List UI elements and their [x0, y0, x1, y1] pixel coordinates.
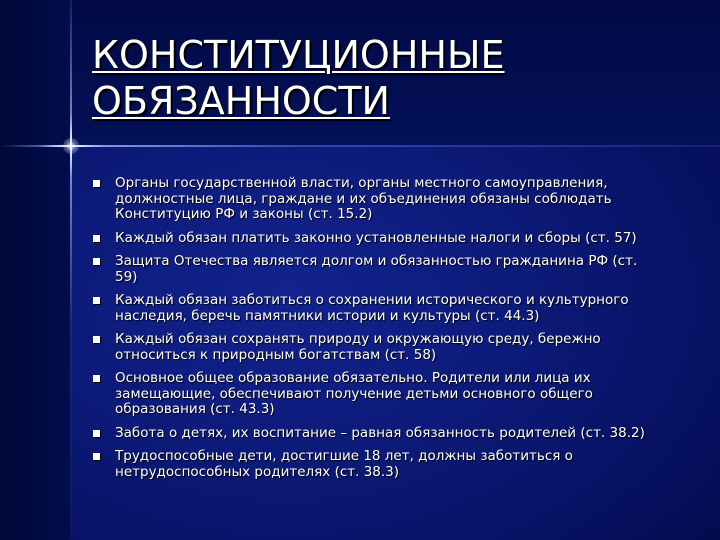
square-bullet-icon: [93, 258, 100, 265]
list-item: [92, 293, 662, 324]
list-item: [92, 426, 662, 442]
square-bullet-icon: [93, 453, 100, 460]
square-bullet-icon: [93, 180, 100, 187]
list-item-text: Основное общее образование обязательно. Родители или лица их замещающие, обеспечивают получение детьми основного общего образования (ст. 43.3): [115, 370, 593, 417]
square-bullet-icon: [93, 430, 100, 437]
list-item: [92, 449, 662, 480]
list-item-text: Каждый обязан сохранять природу и окружающую среду, бережно относиться к природным богатствам (ст. 58): [115, 331, 601, 363]
list-item: [92, 254, 662, 285]
list-item-text: Защита Отечества является долгом и обязанностью гражданина РФ (ст. 59): [115, 253, 638, 285]
list-item-text: Забота о детях, их воспитание – равная обязанность родителей (ст. 38.2): [115, 424, 645, 441]
horizontal-divider: [0, 145, 720, 147]
list-item-text: Трудоспособные дети, достигшие 18 лет, должны заботиться о нетрудоспособных родителях (ст. 38.3): [115, 448, 573, 480]
list-item: [92, 371, 662, 418]
list-item-text: Органы государственной власти, органы местного самоуправления, должностные лица, граждане и их объединения обязаны соблюдать Конституцию РФ и законы (ст. 15.2): [115, 175, 612, 222]
list-item: [92, 231, 662, 247]
list-item: [92, 176, 662, 223]
list-item: [92, 332, 662, 363]
list-item-text: Каждый обязан платить законно установленные налоги и сборы (ст. 57): [115, 229, 637, 246]
square-bullet-icon: [93, 336, 100, 343]
slide-title: [92, 32, 692, 124]
square-bullet-icon: [93, 375, 100, 382]
vertical-divider: [70, 0, 72, 540]
duties-list: [92, 176, 662, 488]
square-bullet-icon: [93, 235, 100, 242]
slide-title-line-1: КОНСТИТУЦИОННЫЕ: [92, 33, 505, 77]
left-band: [0, 0, 72, 540]
list-item-text: Каждый обязан заботиться о сохранении исторического и культурного наследия, беречь памятники истории и культуры (ст. 44.3): [115, 292, 629, 324]
square-bullet-icon: [93, 297, 100, 304]
slide-title-line-2: ОБЯЗАННОСТИ: [92, 79, 390, 123]
